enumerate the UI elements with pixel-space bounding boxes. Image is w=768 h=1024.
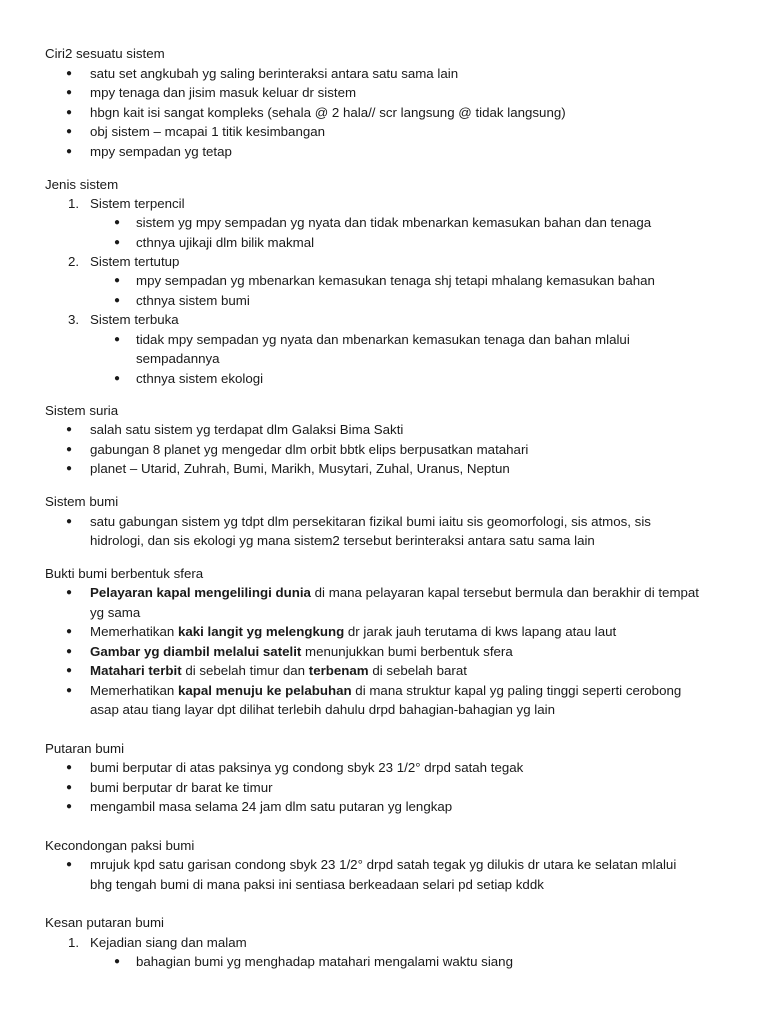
list-item [90, 584, 699, 602]
list-item: mrujuk kpd satu garisan condong sbyk 23 1/2° drpd satah tegak yg dilukis dr utara ke selatan mlalui [90, 857, 677, 872]
list-item: satu set angkubah yg saling berinteraksi antara satu sama lain [90, 66, 459, 81]
bold-text: Matahari terbit [90, 663, 182, 678]
bullet-icon: ● [66, 646, 73, 657]
list-item: cthnya sistem ekologi [136, 371, 264, 386]
bullet-icon: ● [66, 146, 73, 157]
list-item: cthnya sistem bumi [136, 293, 250, 308]
list-item: tidak mpy sempadan yg nyata dan mbenarkan kemasukan tenaga dan bahan mlalui [136, 332, 630, 347]
bold-text: terbenam [308, 663, 369, 678]
bullet-icon: ● [66, 126, 73, 137]
list-item: bahagian bumi yg menghadap matahari mengalami waktu siang [136, 954, 513, 969]
heading-bukti-bumi: Bukti bumi berbentuk sfera [45, 566, 204, 581]
numbered-item: Sistem terbuka [90, 312, 179, 327]
bullet-icon: ● [114, 275, 121, 286]
list-item-continuation: hidrologi, dan sis ekologi yg mana sistem2 tersebut berinteraksi antara satu sama lain [90, 533, 595, 548]
list-item: salah satu sistem yg terdapat dlm Galaksi Bima Sakti [90, 422, 404, 437]
heading-sistem-suria: Sistem suria [45, 403, 119, 418]
text: di sebelah timur dan [181, 663, 309, 678]
bullet-icon: ● [66, 516, 73, 527]
bullet-icon: ● [66, 782, 73, 793]
list-item [90, 662, 467, 680]
numbered-item: Sistem terpencil [90, 196, 185, 211]
list-item: mpy tenaga dan jisim masuk keluar dr sistem [90, 85, 357, 100]
text: di mana pelayaran kapal tersebut bermula dan berakhir di tempat [310, 585, 700, 600]
bullet-icon: ● [66, 762, 73, 773]
text: dr jarak jauh terutama di kws lapang atau laut [344, 624, 617, 639]
list-item [90, 643, 513, 661]
bullet-icon: ● [66, 424, 73, 435]
bullet-icon: ● [66, 587, 73, 598]
list-item-continuation: sempadannya [136, 351, 220, 366]
list-item-continuation: bhg tengah bumi di mana paksi ini sentiasa berkeadaan selari pd setiap kddk [90, 877, 544, 892]
bullet-icon: ● [66, 87, 73, 98]
list-item: sistem yg mpy sempadan yg nyata dan tidak mbenarkan kemasukan bahan dan tenaga [136, 215, 652, 230]
bold-text: Gambar yg diambil melalui satelit [90, 644, 302, 659]
bullet-icon: ● [66, 68, 73, 79]
text: Memerhatikan [90, 624, 178, 639]
list-number: 2. [68, 254, 80, 269]
list-item-continuation: yg sama [90, 605, 141, 620]
list-item: satu gabungan sistem yg tdpt dlm persekitaran fizikal bumi iaitu sis geomorfologi, sis atmos, sis [90, 514, 651, 529]
bullet-icon: ● [66, 107, 73, 118]
list-item: gabungan 8 planet yg mengedar dlm orbit bbtk elips berpusatkan matahari [90, 442, 529, 457]
numbered-item: Kejadian siang dan malam [90, 935, 247, 950]
bullet-icon: ● [66, 859, 73, 870]
list-item: mengambil masa selama 24 jam dlm satu putaran yg lengkap [90, 799, 453, 814]
list-item: bumi berputar dr barat ke timur [90, 780, 273, 795]
list-number: 3. [68, 312, 80, 327]
bullet-icon: ● [114, 217, 121, 228]
list-item: obj sistem – mcapai 1 titik kesimbangan [90, 124, 326, 139]
text: di sebelah barat [368, 663, 467, 678]
list-item-continuation: asap atau tiang layar dpt dilihat terlebih dahulu drpd bahagian-bahagian yg lain [90, 702, 555, 717]
heading-putaran-bumi: Putaran bumi [45, 741, 125, 756]
bullet-icon: ● [114, 373, 121, 384]
bullet-icon: ● [114, 237, 121, 248]
text: Memerhatikan [90, 683, 178, 698]
heading-sistem-bumi: Sistem bumi [45, 494, 119, 509]
list-item: planet – Utarid, Zuhrah, Bumi, Marikh, Musytari, Zuhal, Uranus, Neptun [90, 461, 510, 476]
bullet-icon: ● [66, 444, 73, 455]
bullet-icon: ● [66, 463, 73, 474]
list-number: 1. [68, 196, 80, 211]
list-item: mpy sempadan yg tetap [90, 144, 232, 159]
bullet-icon: ● [66, 665, 73, 676]
bullet-icon: ● [66, 801, 73, 812]
bullet-icon: ● [66, 685, 73, 696]
heading-jenis-sistem: Jenis sistem [45, 177, 119, 192]
heading-ciri-sistem: Ciri2 sesuatu sistem [45, 46, 165, 61]
bold-text: kaki langit yg melengkung [177, 624, 345, 639]
heading-kesan-putaran: Kesan putaran bumi [45, 915, 165, 930]
text: di mana struktur kapal yg paling tinggi seperti cerobong [351, 683, 682, 698]
heading-kecondongan-paksi: Kecondongan paksi bumi [45, 838, 195, 853]
bullet-icon: ● [114, 334, 121, 345]
list-item: bumi berputar di atas paksinya yg condong sbyk 23 1/2° drpd satah tegak [90, 760, 524, 775]
list-item: mpy sempadan yg mbenarkan kemasukan tenaga shj tetapi mhalang kemasukan bahan [136, 273, 655, 288]
list-item: cthnya ujikaji dlm bilik makmal [136, 235, 315, 250]
bold-text: kapal menuju ke pelabuhan [177, 683, 352, 698]
list-number: 1. [68, 935, 80, 950]
list-item: hbgn kait isi sangat kompleks (sehala @ 2 hala// scr langsung @ tidak langsung) [90, 105, 566, 120]
list-item [90, 623, 616, 641]
bullet-icon: ● [114, 956, 121, 967]
bullet-icon: ● [66, 626, 73, 637]
numbered-item: Sistem tertutup [90, 254, 180, 269]
text: menunjukkan bumi berbentuk sfera [301, 644, 513, 659]
bold-text: Pelayaran kapal mengelilingi dunia [90, 585, 311, 600]
bullet-icon: ● [114, 295, 121, 306]
list-item [90, 682, 681, 700]
